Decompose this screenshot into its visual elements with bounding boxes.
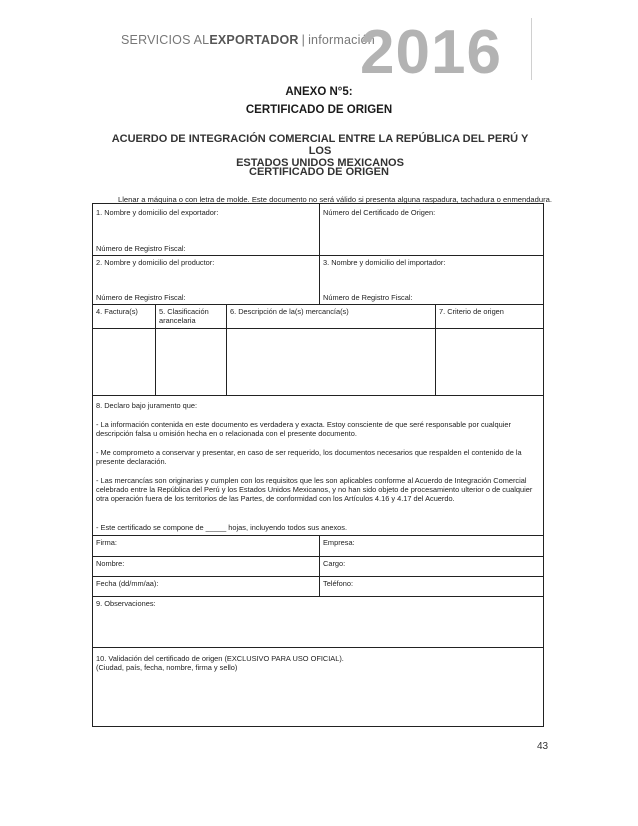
brand-separator: | [301,33,306,47]
exporter-label: 1. Nombre y domicilio del exportador: [96,208,219,217]
column-divider [435,304,436,395]
certificate-form [92,203,544,727]
row-divider [93,535,543,536]
classification-label [159,307,209,325]
importer-tax-id-label: Número de Registro Fiscal: [323,293,413,302]
validation-label-line2: (Ciudad, país, fecha, nombre, firma y sello) [96,663,238,672]
brand-bold: EXPORTADOR [209,33,299,47]
brand-suffix: información [308,33,375,47]
column-divider [319,204,320,304]
column-divider [319,535,320,596]
row-divider [93,556,543,557]
declaration-item: - Me comprometo a conservar y presentar, en caso de ser requerido, los documentos necesarios que respalden el contenido de la presente declaración. [96,448,522,467]
importer-label: 3. Nombre y domicilio del importador: [323,258,446,267]
certificate-number-label: Número del Certificado de Origen: [323,208,436,217]
exporter-tax-id-label: Número de Registro Fiscal: [96,244,186,253]
invoice-label: 4. Factura(s) [96,307,138,316]
declaration-title: 8. Declaro bajo juramento que: [96,401,198,410]
fill-instructions: Llenar a máquina o con letra de molde. Este documento no será válido si presenta alguna raspadura, tachadura o enmendadura. [118,195,552,204]
agreement-title-line2: ESTADOS UNIDOS MEXICANOS [236,157,404,169]
producer-label: 2. Nombre y domicilio del productor: [96,258,215,267]
name-label: Nombre: [96,559,125,568]
row-divider [93,328,543,329]
validation-label-line1: 10. Validación del certificado de origen (EXCLUSIVO PARA USO OFICIAL). [96,654,344,663]
annex-subtitle: CERTIFICADO DE ORIGEN [245,104,393,116]
signature-label: Firma: [96,538,117,547]
row-divider [93,576,543,577]
date-label: Fecha (dd/mm/aa): [96,579,159,588]
row-divider [93,395,543,396]
validation-label [96,654,344,672]
declaration-item: - La información contenida en este documento es verdadera y exacta. Estoy consciente de que seré responsable por cualquier descripción falsa u omisión hecha en o relacionada con el presente documento. [96,420,511,439]
row-divider [93,596,543,597]
classification-label-line2: arancelaria [159,316,196,325]
header-year: 2016 [360,18,502,87]
agreement-title [110,133,530,169]
page-number: 43 [537,741,549,752]
description-label: 6. Descripción de la(s) mercancía(s) [230,307,349,316]
classification-label-line1: 5. Clasificación [159,307,209,316]
row-divider [93,255,543,256]
declaration-item: - Este certificado se compone de _____ hojas, incluyendo todos sus anexos. [96,523,348,532]
annex-title: ANEXO N°5: [285,86,353,98]
certificate-title: CERTIFICADO DE ORIGEN [249,166,389,178]
header-divider [531,18,532,80]
company-label: Empresa: [323,538,355,547]
brand-logo-text [121,33,375,47]
agreement-title-line1: ACUERDO DE INTEGRACIÓN COMERCIAL ENTRE LA REPÚBLICA DEL PERÚ Y LOS [111,133,529,157]
row-divider [93,647,543,648]
row-divider [93,304,543,305]
position-label: Cargo: [323,559,346,568]
declaration-item: - Las mercancías son originarias y cumplen con los requisitos que les son aplicables conforme al Acuerdo de Integración Comercial celebrado entre la República del Perú y los Estados Unidos Mexicanos, y no han sido objeto de procesamiento ulterior o de cualquier otra operación fuera de los territorios de las Partes, de conformidad con los Artículos 4.16 y 4.17 del Acuerdo. [96,476,533,504]
producer-tax-id-label: Número de Registro Fiscal: [96,293,186,302]
column-divider [155,304,156,395]
column-divider [226,304,227,395]
origin-criterion-label: 7. Criterio de origen [439,307,504,316]
observations-label: 9. Observaciones: [96,599,156,608]
brand-prefix: SERVICIOS AL [121,33,210,47]
phone-label: Teléfono: [323,579,353,588]
